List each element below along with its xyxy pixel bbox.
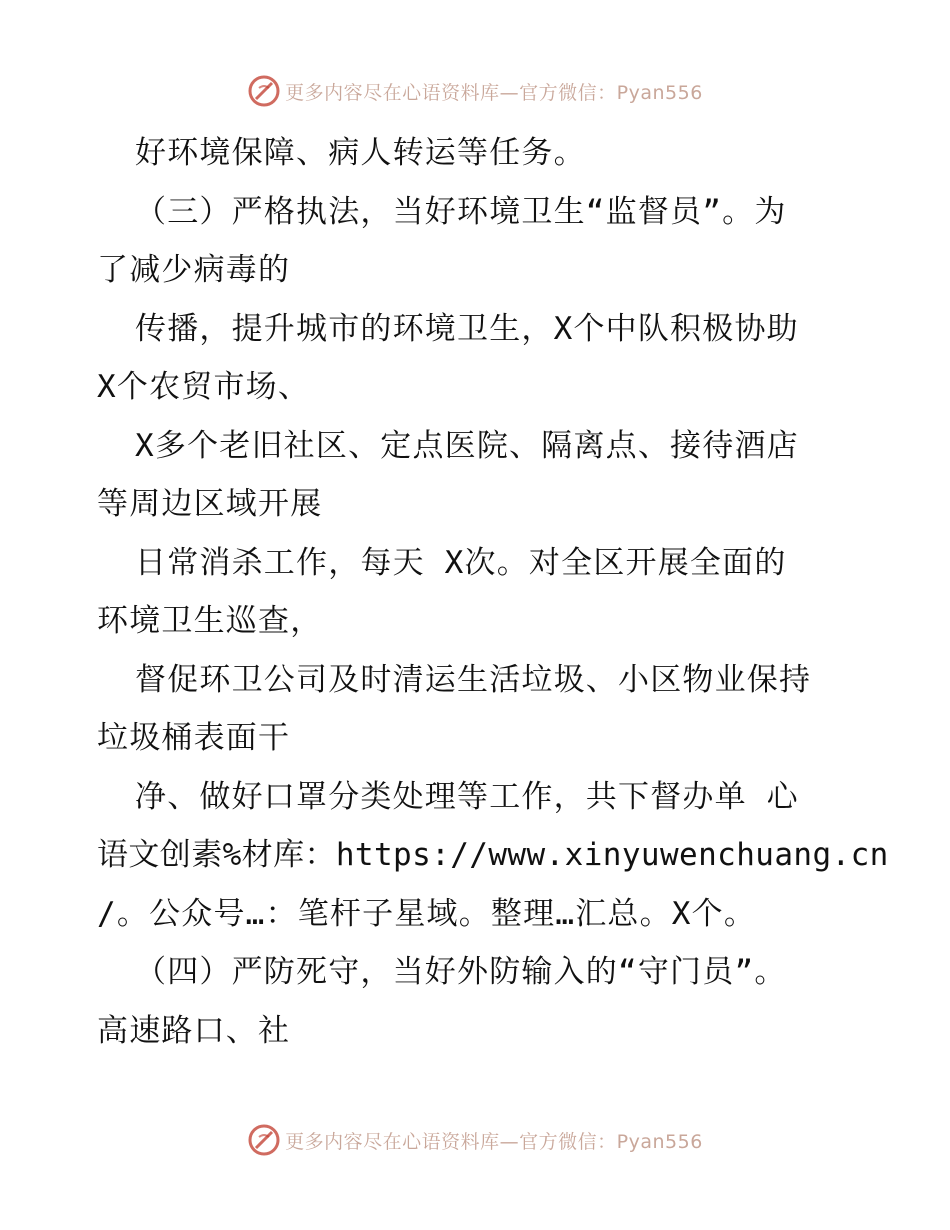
text-line: 高速路口、社 xyxy=(97,1012,291,1049)
text-line: （三）严格执法，当好环境卫生“监督员”。为 xyxy=(135,193,787,230)
text-line: 督促环卫公司及时清运生活垃圾、小区物业保持 xyxy=(135,661,812,698)
text-line: 等周边区域开展 xyxy=(97,486,323,522)
text-line: 净、做好口罩分类处理等工作，共下督办单 心 xyxy=(135,778,799,815)
text-line: 了减少病毒的 xyxy=(97,252,291,288)
writing-emblem-icon xyxy=(247,1123,281,1157)
text-line: 环境卫生巡查， xyxy=(97,603,323,639)
header-watermark-banner xyxy=(0,71,950,111)
text-line: 传播，提升城市的环境卫生，X个中队积极协助 xyxy=(135,310,799,347)
text-line: 语文创素%材库：https://www.xinyuwenchuang.cn xyxy=(97,837,889,873)
text-line: 好环境保障、病人转运等任务。 xyxy=(135,135,586,171)
header-watermark-text: 更多内容尽在心语资料库—官方微信：Pyan556 xyxy=(285,81,703,104)
text-line: 日常消杀工作，每天 X次。对全区开展全面的 xyxy=(135,544,787,581)
text-line: （四）严防死守，当好外防输入的“守门员”。 xyxy=(135,954,787,990)
text-line: 垃圾桶表面干 xyxy=(97,720,291,756)
text-line: /。公众号…：笔杆子星域。整理…汇总。X个。 xyxy=(97,895,757,932)
footer-watermark-text: 更多内容尽在心语资料库—官方微信：Pyan556 xyxy=(285,1130,703,1153)
footer-watermark-banner xyxy=(0,1120,950,1160)
document-body xyxy=(97,124,889,1060)
writing-emblem-icon xyxy=(247,74,281,108)
text-line: X多个老旧社区、定点医院、隔离点、接待酒店 xyxy=(135,427,799,464)
text-line: X个农贸市场、 xyxy=(97,369,311,405)
